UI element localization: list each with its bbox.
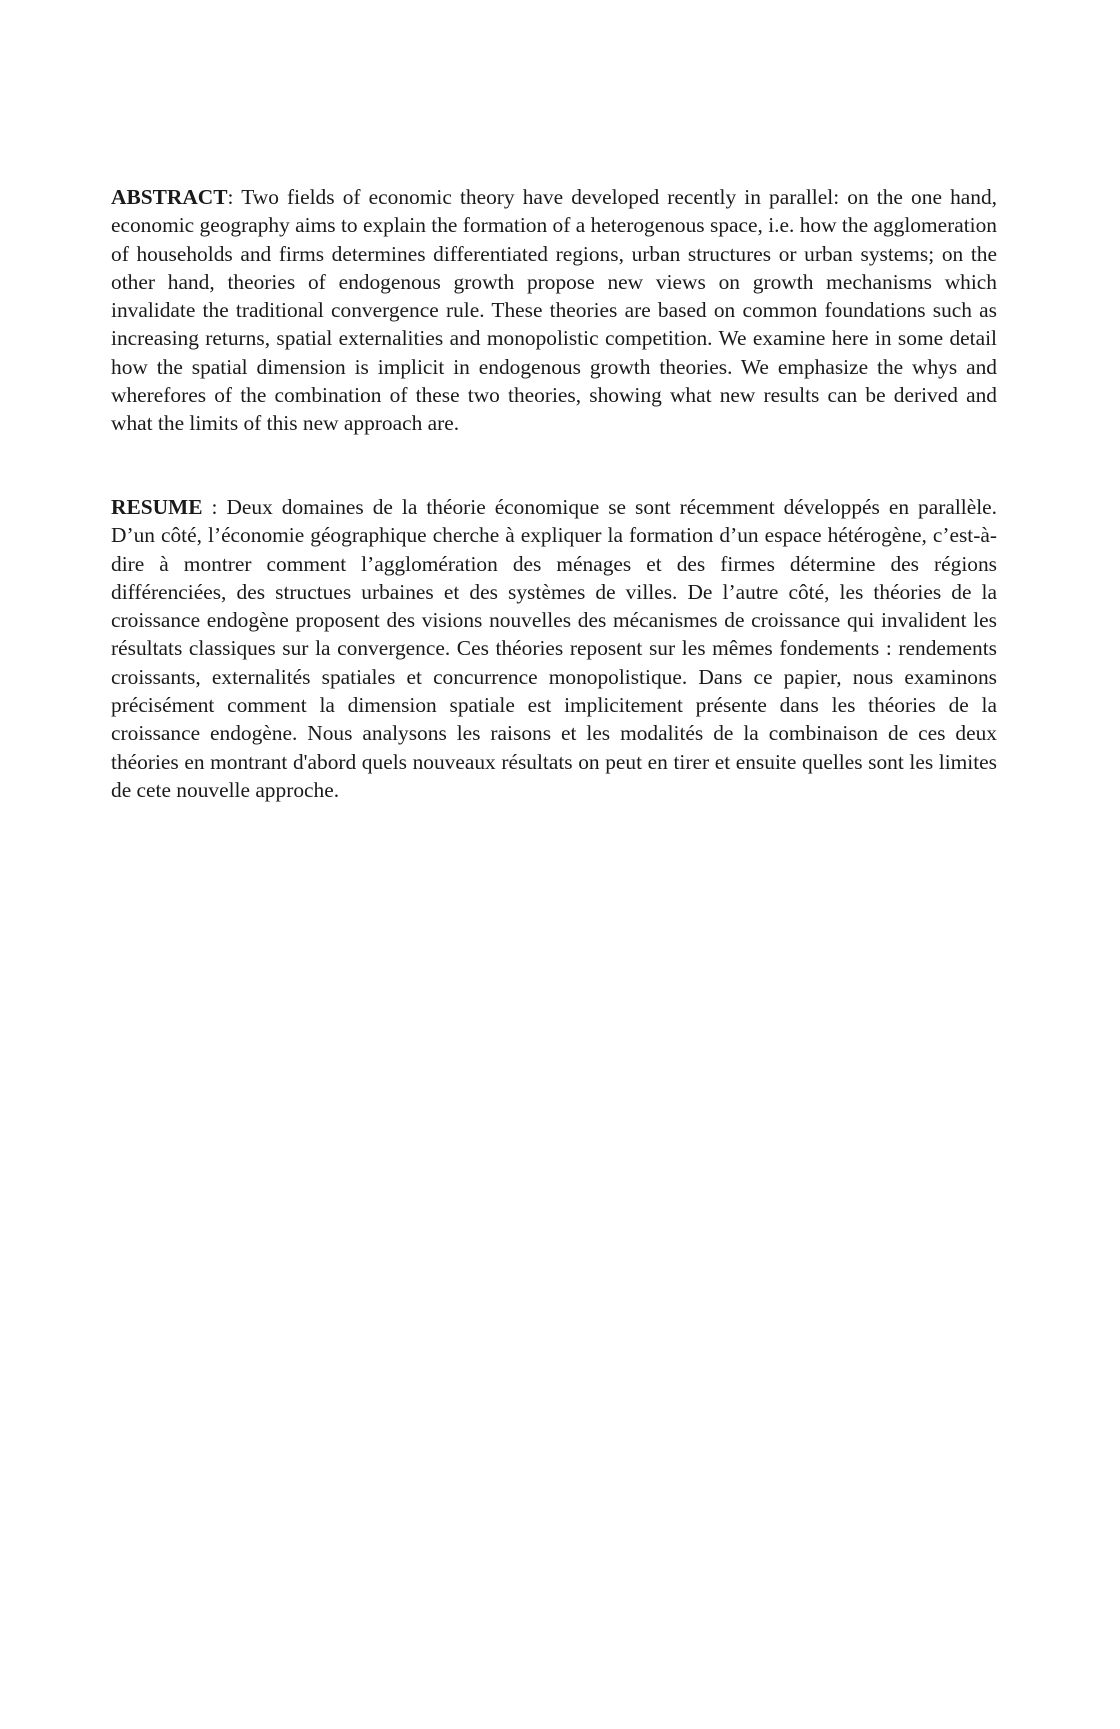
resume-heading: RESUME bbox=[111, 495, 203, 519]
resume-body: Deux domaines de la théorie économique se sont récemment développés en parallèle. D’un côté, l’économie géographique cherche à expliquer la formation d’un espace hétérogène, c’est-à-dire à montrer comment l’agglomération des ménages et des firmes détermine des régions différenciées, des structues urbaines et des systèmes de villes. De l’autre côté, les théories de la croissance endogène proposent des visions nouvelles des mécanismes de croissance qui invalident les résultats classiques sur la convergence. Ces théories reposent sur les mêmes fondements : rendements croissants, externalités spatiales et concurrence monopolistique. Dans ce papier, nous examinons précisément comment la dimension spatiale est implicitement présente dans les théories de la croissance endogène. Nous analysons les raisons et les modalités de la combinaison de ces deux théories en montrant d'abord quels nouveaux résultats on peut en tirer et ensuite quelles sont les limites de cete nouvelle approche. bbox=[111, 495, 998, 802]
abstract-heading-separator: : bbox=[227, 185, 242, 209]
abstract-french bbox=[111, 493, 997, 804]
abstract-heading: ABSTRACT bbox=[111, 185, 228, 209]
abstract-english bbox=[111, 183, 997, 438]
resume-heading-separator: : bbox=[202, 495, 227, 519]
abstract-body: Two fields of economic theory have developed recently in parallel: on the one hand, economic geography aims to explain the formation of a heterogenous space, i.e. how the agglomeration of households and firms determines differentiated regions, urban structures or urban systems; on the other hand, theories of endogenous growth propose new views on growth mechanisms which invalidate the traditional convergence rule. These theories are based on common foundations such as increasing returns, spatial externalities and monopolistic competition. We examine here in some detail how the spatial dimension is implicit in endogenous growth theories. We emphasize the whys and wherefores of the combination of these two theories, showing what new results can be derived and what the limits of this new approach are. bbox=[111, 185, 998, 436]
